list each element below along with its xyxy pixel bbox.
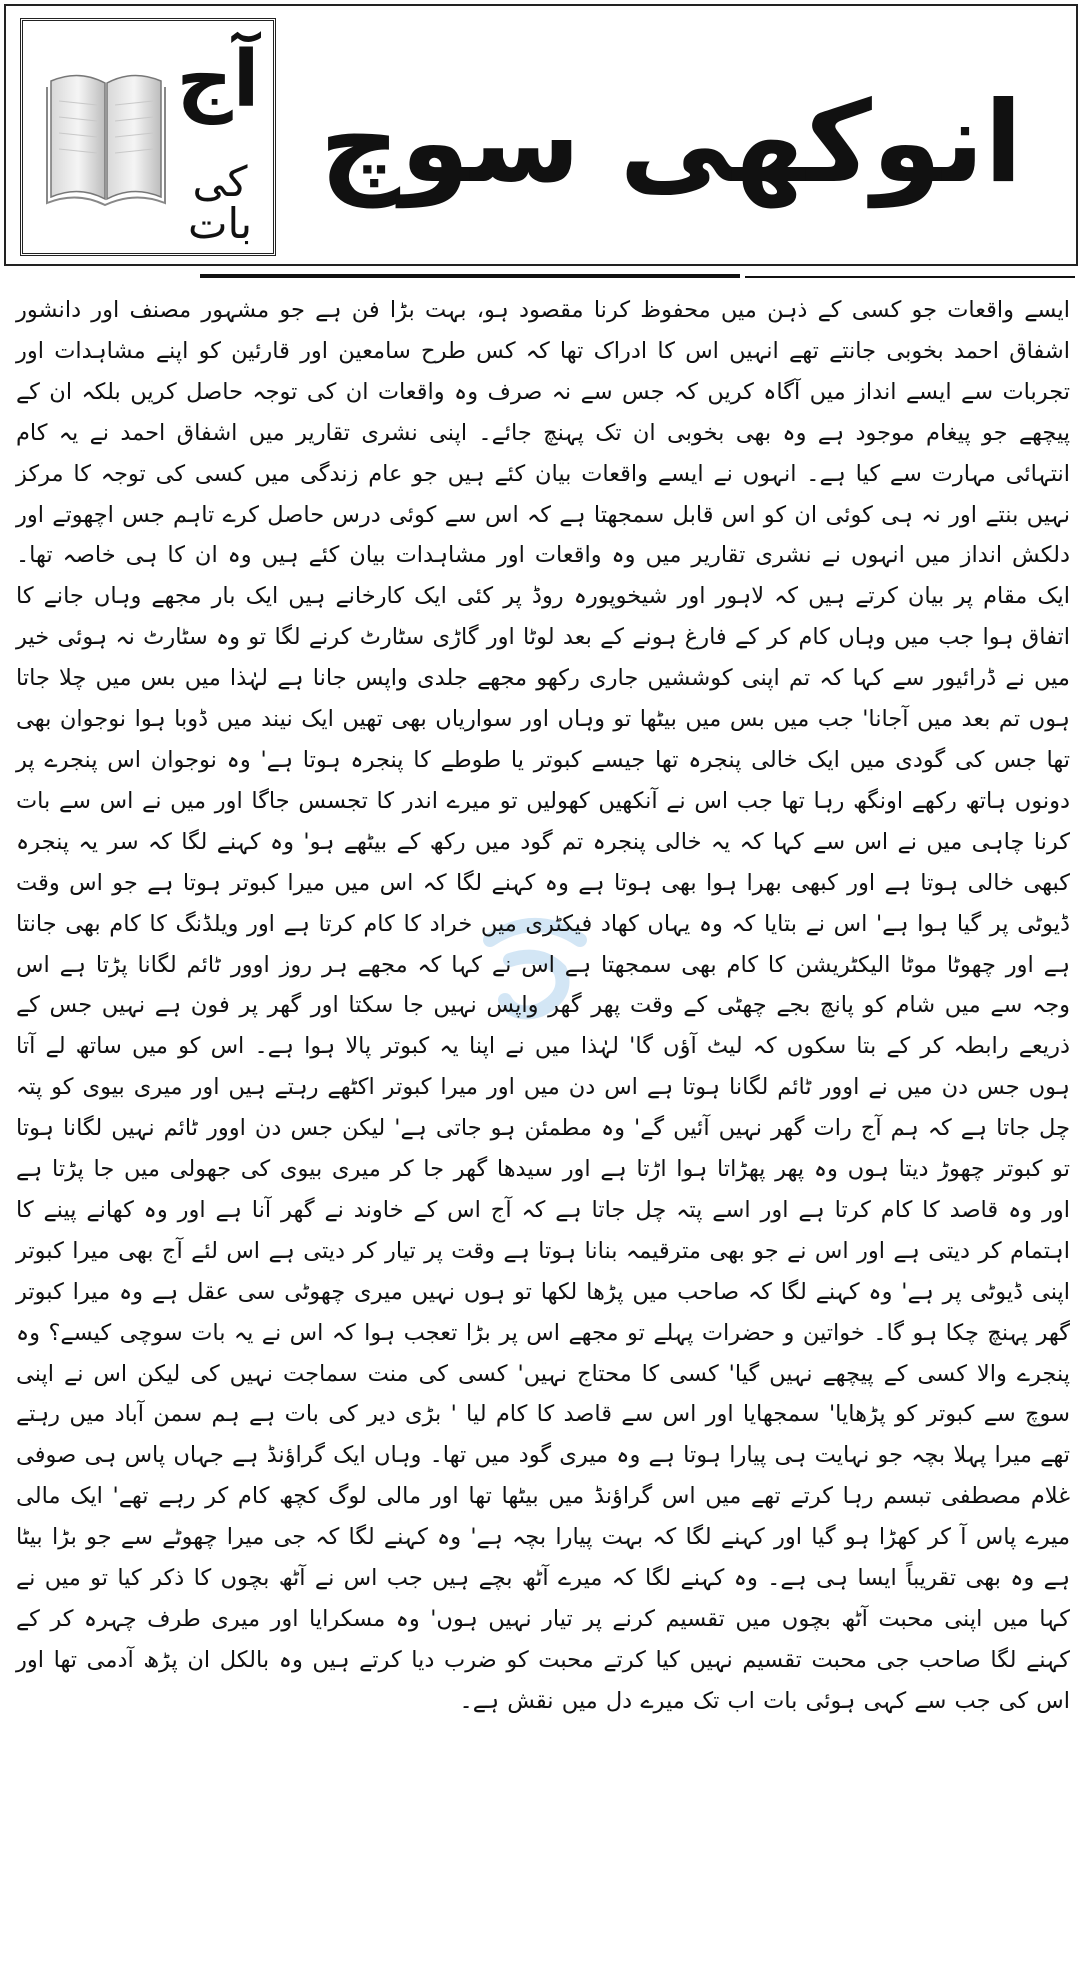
logo-aaj-text: آج — [176, 35, 260, 125]
open-book-icon — [41, 61, 171, 211]
headline-rule-thick — [200, 274, 740, 278]
header-box — [4, 4, 1078, 266]
article-headline: انوکھی سوچ — [319, 78, 1023, 208]
logo-box — [20, 18, 276, 256]
logo-ki-baat-text: کی بات — [187, 157, 253, 248]
article-body: ایسے واقعات جو کسی کے ذہن میں محفوظ کرنا مقصود ہو، بہت بڑا فن ہے جو مشہور مصنف اور دانشور اشفاق احمد بخوبی جانتے تھے انہیں اس کا ادراک تھا کہ کس طرح سامعین اور قارئین کو اپنے مشاہدات اور تجربات سے ایسے انداز میں آگاہ کریں کہ جس سے نہ صرف وہ واقعات ان کی توجہ حاصل کریں بلکہ ان کے پیچھے جو پیغام موجود ہے وہ بھی بخوبی ان تک پہنچ جائے۔ اپنی نشری تقاریر میں اشفاق احمد نے یہ کام انتہائی مہارت سے کیا ہے۔ انہوں نے ایسے واقعات بیان کئے ہیں جو عام زندگی میں کسی کی توجہ کا مرکز نہیں بنتے اور نہ ہی کوئی ان کو اس قابل سمجھتا ہے کہ اس سے کوئی درس حاصل کرے تاہم جس اچھوتے اور دلکش انداز میں انہوں نے نشری تقاریر میں وہ واقعات اور مشاہدات بیان کئے ہیں وہ ان کا ہی خاصہ تھا۔ ایک مقام پر بیان کرتے ہیں کہ لاہور اور شیخوپورہ روڈ پر کئی ایک کارخانے ہیں ایک بار مجھے وہاں جانے کا اتفاق ہوا جب میں وہاں کام کر کے فارغ ہونے کے بعد لوٹا اور گاڑی سٹارٹ کرنے لگا تو وہ سٹارٹ نہ ہوئی خیر میں نے ڈرائیور سے کہا کہ تم اپنی کوششیں جاری رکھو مجھے جلدی واپس جانا ہے لہٰذا میں بس میں چلا جاتا ہوں تم بعد میں آجانا' جب میں بس میں بیٹھا تو وہاں اور سواریاں بھی تھیں ایک نیند میں ڈوبا ہوا نوجوان بھی تھا جس کی گودی میں ایک خالی پنجرہ تھا جیسے کبوتر یا طوطے کا پنجرہ ہوتا ہے' وہ نوجوان اس پنجرے پر دونوں ہاتھ رکھے اونگھ رہا تھا جب اس نے آنکھیں کھولیں تو میرے اندر کا تجسس جاگا اور میں نے اس سے بات کرنا چاہی میں نے اس سے کہا کہ یہ خالی پنجرہ تم گود میں رکھ کے بیٹھے ہو' وہ کہنے لگا کہ سر یہ پنجرہ کبھی خالی ہوتا ہے اور کبھی بھرا ہوا بھی ہوتا ہے وہ کہنے لگا کہ اس میں میرا کبوتر ہوتا ہے جو اس وقت ڈیوٹی پر گیا ہوا ہے' اس نے بتایا کہ وہ یہاں کھاد فیکٹری میں خراد کا کام کرتا ہے اور ویلڈنگ کا کام بھی جانتا ہے اور چھوٹا موٹا الیکٹریشن کا کام بھی سمجھتا ہے اس نے کہا کہ مجھے ہر روز اوور ٹائم لگانا پڑتا ہے اس وجہ سے میں شام کو پانچ بجے چھٹی کے وقت پھر گھر واپس نہیں جا سکتا اور گھر پر فون ہے نہیں جس کے ذریعے رابطہ کر کے بتا سکوں کہ لیٹ آؤں گا' لہٰذا میں نے اپنا یہ کبوتر پالا ہوا ہے۔ اس کو میں ساتھ لے آتا ہوں جس دن میں نے اوور ٹائم لگانا ہوتا ہے اس دن میں اور میرا کبوتر اکٹھے رہتے ہیں اور میری بیوی کو پتہ چل جاتا ہے کہ ہم آج رات گھر نہیں آئیں گے' وہ مطمئن ہو جاتی ہے' لیکن جس دن اوور ٹائم نہیں لگانا ہوتا تو کبوتر چھوڑ دیتا ہوں وہ پھر پھڑاتا ہوا اڑتا ہے اور سیدھا گھر جا کر میری بیوی کی جھولی میں جا پڑتا ہے اور وہ قاصد کا کام کرتا ہے اور اسے پتہ چل جاتا ہے کہ آج اس کے خاوند نے گھر آنا ہے اور وہ کھانے پینے کا اہتمام کر دیتی ہے اور اس نے جو بھی مترقیمہ بنانا ہوتا ہے وقت پر تیار کر دیتی ہے اس لئے آج بھی میرا کبوتر اپنی ڈیوٹی پر ہے' وہ کہنے لگا کہ صاحب میں پڑھا لکھا تو ہوں نہیں میری چھوٹی سی عقل ہے وہ میرا کبوتر گھر پہنچ چکا ہو گا۔ خواتین و حضرات پہلے تو مجھے اس پر بڑا تعجب ہوا کہ اس نے یہ بات سوچی کیسے؟ وہ پنجرے والا کسی کے پیچھے نہیں گیا' کسی کا محتاج نہیں' کسی کی منت سماجت نہیں کی لیکن اس نے اپنی سوچ سے کبوتر کو پڑھایا' سمجھایا اور اس سے قاصد کا کام لیا ' بڑی دیر کی بات ہے ہم سمن آباد میں رہتے تھے میرا پہلا بچہ جو نہایت ہی پیارا ہوتا ہے وہ میری گود میں تھا۔ وہاں ایک گراؤنڈ ہے جہاں پاس ہی صوفی غلام مصطفی تبسم رہا کرتے تھے میں اس گراؤنڈ میں بیٹھا تھا اور مالی لوگ کچھ کام کر رہے تھے' ایک مالی میرے پاس آ کر کھڑا ہو گیا اور کہنے لگا کہ بہت پیارا بچہ ہے' وہ کہنے لگا کہ جی میرا چھوٹے سے جو بڑا بیٹا ہے وہ بھی تقریباً ایسا ہی ہے۔ وہ کہنے لگا کہ میرے آٹھ بچے ہیں جب اس نے آٹھ بچوں کا ذکر کیا تو میں نے کہا میں اپنی محبت آٹھ بچوں میں تقسیم کرنے پر تیار نہیں ہوں' وہ مسکرایا اور میری طرف چہرہ کر کے کہنے لگا صاحب جی محبت تقسیم نہیں کیا کرتے محبت کو ضرب دیا کرتے ہیں وہ بالکل ان پڑھ آدمی تھا اور اس کی جب سے کہی ہوئی بات اب تک میرے دل میں نقش ہے۔ — [16, 297, 1070, 1714]
headline-rule-thin — [745, 276, 1075, 278]
